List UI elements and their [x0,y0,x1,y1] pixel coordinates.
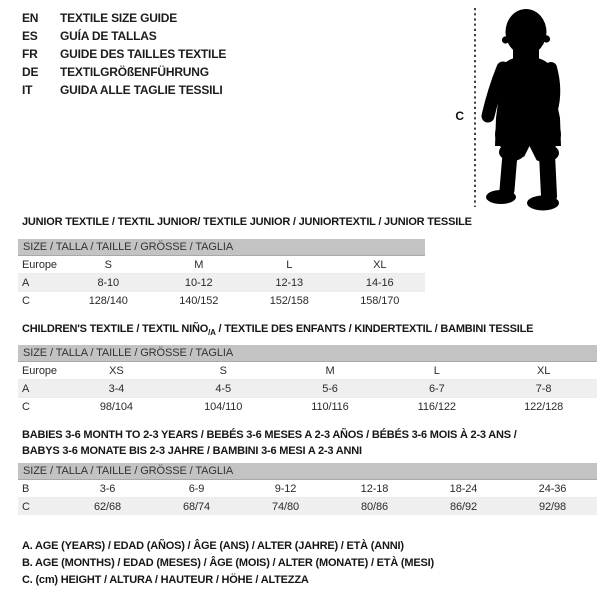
size-cell: 68/74 [152,498,241,516]
table-row [18,256,425,274]
size-cell: 128/140 [63,292,154,310]
language-code: IT [22,83,33,97]
size-cell: L [433,364,440,377]
size-header-cell: SIZE / TALLA / TAILLE / GRÖSSE / TAGLIA [18,463,597,480]
size-cell: L [286,258,293,271]
size-cell: 74/80 [241,498,330,516]
size-cell: 140/152 [154,292,245,310]
size-cell: XL [536,364,551,377]
size-cell: 3-4 [63,380,170,398]
language-row [22,9,226,27]
row-label: Europe [22,364,57,377]
size-cell: S [104,258,112,271]
table-row [18,274,425,292]
size-cell: 110/116 [277,398,384,416]
size-cell: 116/122 [383,398,490,416]
junior-size-table [18,239,425,309]
language-title: GUÍA DE TALLAS [60,29,157,43]
children-size-table [18,345,597,415]
language-title: TEXTILE SIZE GUIDE [60,11,178,25]
table-row [18,498,597,516]
size-cell: 10-12 [154,274,245,292]
footnote-a: A. AGE (YEARS) / EDAD (AÑOS) / ÂGE (ANS) / ALTER (JAHRE) / ETÀ (ANNI) [22,540,404,552]
size-cell: 152/158 [244,292,335,310]
language-code: FR [22,47,38,61]
section-title-babies-line2: BABYS 3-6 MONATE BIS 2-3 JAHRE / BAMBINI 3-6 MESI A 2-3 ANNI [22,445,362,457]
size-cell: 3-6 [99,482,116,495]
row-label: C [18,498,63,516]
size-cell: M [325,364,335,377]
language-title-list [22,9,226,99]
size-cell: 8-10 [63,274,154,292]
section-title-children-post: / TEXTILE DES ENFANTS / KINDERTEXTIL / BAMBINI TESSILE [215,323,534,335]
section-title-babies-line1: BABIES 3-6 MONTH TO 2-3 YEARS / BEBÉS 3-6 MESES A 2-3 AÑOS / BÉBÉS 3-6 MOIS À 2-3 ANS / [22,429,517,441]
table-row [18,480,597,498]
size-cell: XL [373,258,387,271]
language-code: EN [22,11,39,25]
silhouette-arm-right [551,68,554,109]
size-cell: 4-5 [170,380,277,398]
height-label: C [455,109,464,123]
language-code: ES [22,29,38,43]
section-title-children [22,321,533,341]
silhouette-ear-right [543,35,550,42]
size-cell: 122/128 [490,398,597,416]
size-cell: 6-9 [188,482,205,495]
silhouette-ear-left [502,36,509,43]
table-row [18,380,597,398]
table-row [18,345,597,362]
silhouette-leg-right [547,154,549,196]
size-cell: 104/110 [170,398,277,416]
size-cell: 14-16 [335,274,426,292]
size-header-cell: SIZE / TALLA / TAILLE / GRÖSSE / TAGLIA [18,345,597,362]
size-cell: 6-7 [383,380,490,398]
language-code: DE [22,65,39,79]
size-cell: 62/68 [63,498,152,516]
size-cell: 24-36 [538,482,567,495]
size-cell: 7-8 [490,380,597,398]
footnotes [22,538,434,589]
row-label: A [18,380,63,398]
table-row [18,292,425,310]
table-row [18,362,597,380]
size-cell: M [194,258,204,271]
size-cell: 86/92 [419,498,508,516]
section-title-children-sub: /A [208,328,216,338]
section-title-babies [22,427,582,459]
language-title: TEXTILGRÖßENFÜHRUNG [60,65,209,79]
size-cell: 18-24 [449,482,478,495]
size-cell: 98/104 [63,398,170,416]
row-label: C [18,398,63,416]
row-label: Europe [22,258,57,271]
size-cell: S [219,364,227,377]
language-row [22,27,226,45]
toddler-silhouette [486,9,561,211]
footnote-b: B. AGE (MONTHS) / EDAD (MESES) / ÂGE (MOIS) / ALTER (MONATE) / ETÀ (MESI) [22,557,434,569]
toddler-height-figure [450,4,582,216]
section-title-children-pre: CHILDREN'S TEXTILE / TEXTIL NIÑO [22,323,209,335]
size-cell: 92/98 [508,498,597,516]
row-label: A [18,274,63,292]
silhouette-foot-left [486,190,516,204]
silhouette-leg-left [507,154,510,190]
row-label: B [22,482,30,495]
language-row [22,81,226,99]
size-cell: 5-6 [277,380,384,398]
size-header-cell: SIZE / TALLA / TAILLE / GRÖSSE / TAGLIA [18,239,425,256]
size-cell: 9-12 [274,482,297,495]
table-row [18,398,597,416]
section-title-junior: JUNIOR TEXTILE / TEXTIL JUNIOR/ TEXTILE JUNIOR / JUNIORTEXTIL / JUNIOR TESSILE [22,216,472,228]
silhouette-foot-right [527,196,559,211]
row-label: C [18,292,63,310]
table-row [18,463,597,480]
footnote-c: C. (cm) HEIGHT / ALTURA / HAUTEUR / HÖHE / ALTEZZA [22,574,309,586]
language-title: GUIDE DES TAILLES TEXTILE [60,47,227,61]
babies-size-table [18,463,597,515]
table-row [18,239,425,256]
language-title: GUIDA ALLE TAGLIE TESSILI [60,83,223,97]
language-row [22,45,226,63]
size-cell: 158/170 [335,292,426,310]
size-cell: 12-18 [360,482,389,495]
language-row [22,63,226,81]
size-cell: XS [109,364,124,377]
size-cell: 80/86 [330,498,419,516]
size-cell: 12-13 [244,274,335,292]
